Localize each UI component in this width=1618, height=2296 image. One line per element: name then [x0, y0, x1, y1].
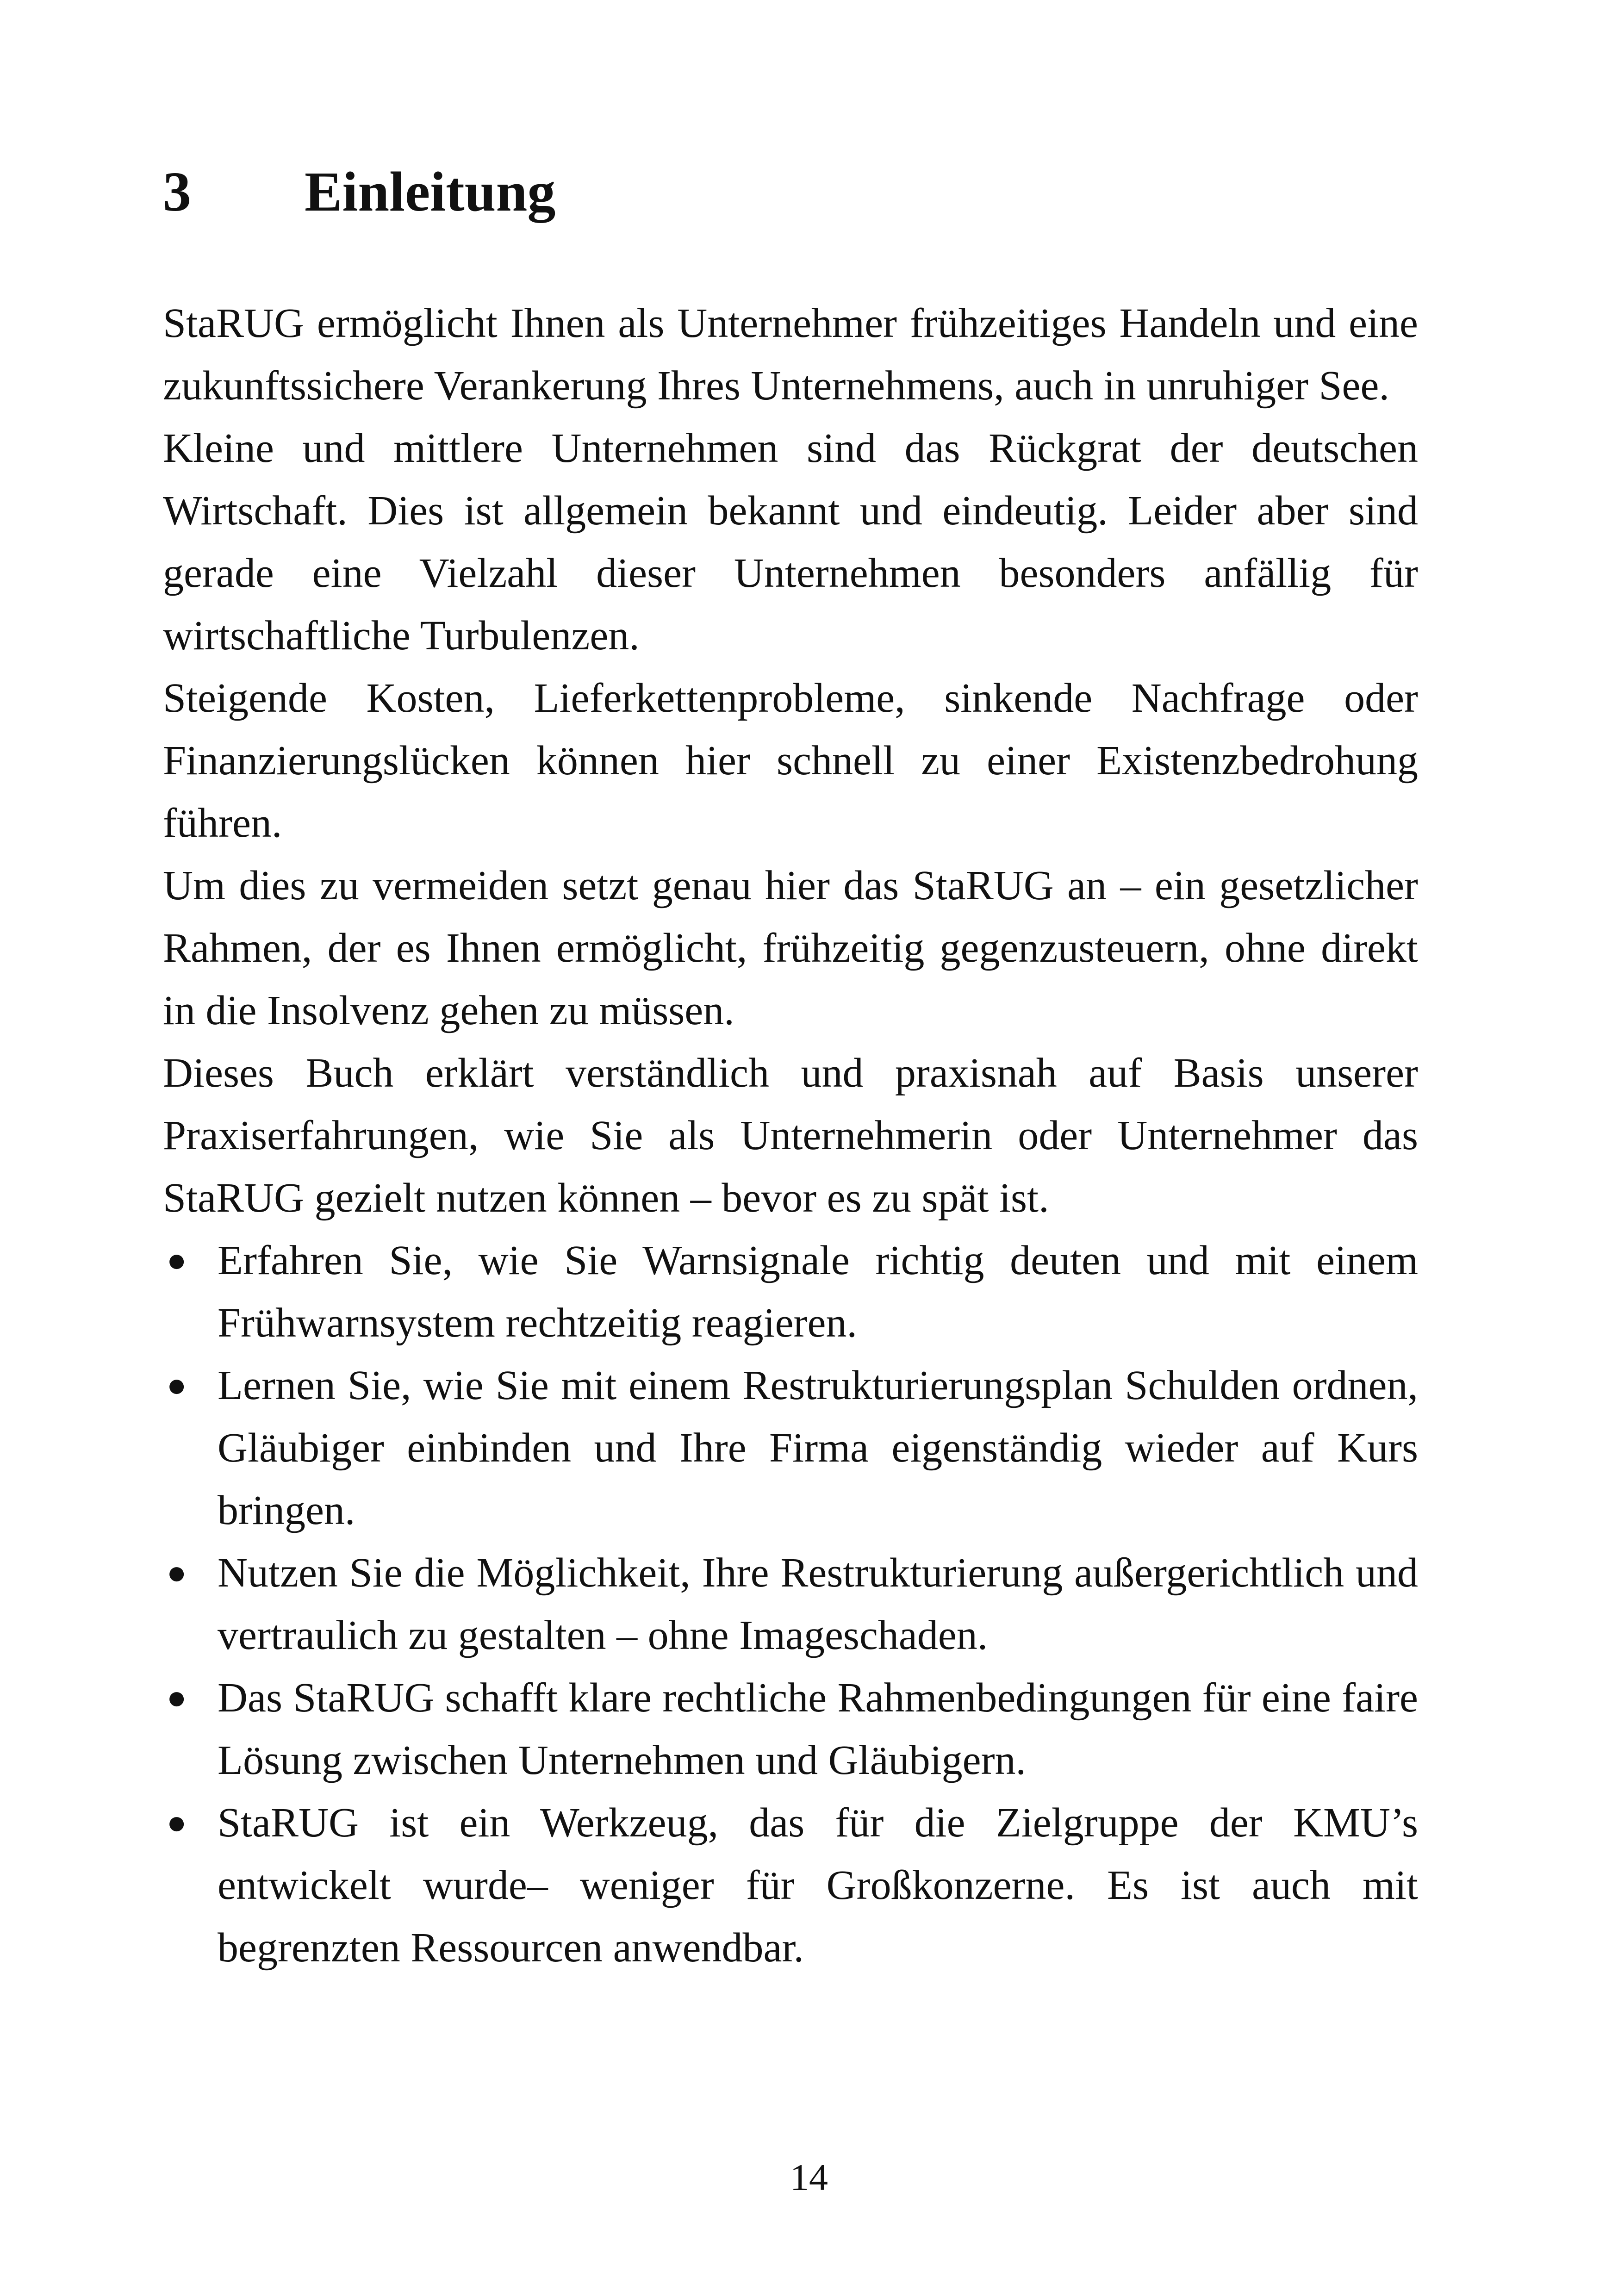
- chapter-number: 3: [163, 161, 191, 223]
- paragraph: StaRUG ermöglicht Ihnen als Unternehmer frühzeitiges Handeln und eine zukunftssichere Verankerung Ihres Unternehmens, auch in unruhiger See.: [163, 300, 1418, 409]
- paragraph: Steigende Kosten, Lieferkettenprobleme, sinkende Nachfrage oder Finanzierungslücken können hier schnell zu einer Existenzbedrohung führen.: [163, 675, 1418, 846]
- bullet-text: StaRUG ist ein Werkzeug, das für die Zielgruppe der KMU’s entwickelt wurde– weniger für Großkonzerne. Es ist auch mit begrenzten Ressourcen anwendbar.: [218, 1800, 1418, 1971]
- chapter-body: [163, 292, 1418, 1979]
- bullet-icon: ●: [167, 1804, 187, 1841]
- bullet-item: [163, 1229, 1418, 1354]
- bullet-text: Erfahren Sie, wie Sie Warnsignale richtig deuten und mit einem Frühwarnsystem rechtzeitig reagieren.: [218, 1238, 1418, 1346]
- bullet-text: Nutzen Sie die Möglichkeit, Ihre Restrukturierung außergerichtlich und vertraulich zu gestalten – ohne Imageschaden.: [218, 1550, 1418, 1658]
- bullet-icon: ●: [167, 1367, 187, 1404]
- bullet-text: Lernen Sie, wie Sie mit einem Restrukturierungsplan Schulden ordnen, Gläubiger einbinden und Ihre Firma eigenständig wieder auf Kurs bringen.: [218, 1363, 1418, 1533]
- paragraph: Kleine und mittlere Unternehmen sind das Rückgrat der deutschen Wirtschaft. Dies ist allgemein bekannt und eindeutig. Leider aber sind gerade eine Vielzahl dieser Unternehmen besonders anfällig für wirtschaftliche Turbulenzen.: [163, 425, 1418, 659]
- bullet-icon: ●: [167, 1554, 187, 1591]
- bullet-item: [163, 1667, 1418, 1792]
- page-number: 14: [790, 2156, 828, 2198]
- bullet-icon: ●: [167, 1242, 187, 1279]
- bullet-list: [163, 1229, 1418, 1979]
- bullet-item: [163, 1354, 1418, 1542]
- paragraph: Dieses Buch erklärt verständlich und praxisnah auf Basis unserer Praxiserfahrungen, wie Sie als Unternehmerin oder Unternehmer das StaRUG gezielt nutzen können – bevor es zu spät ist.: [163, 1050, 1418, 1221]
- paragraph: Um dies zu vermeiden setzt genau hier das StaRUG an – ein gesetzlicher Rahmen, der es Ihnen ermöglicht, frühzeitig gegenzusteuern, ohne direkt in die Insolvenz gehen zu müssen.: [163, 863, 1418, 1033]
- bullet-text: Das StaRUG schafft klare rechtliche Rahmenbedingungen für eine faire Lösung zwischen Unternehmen und Gläubigern.: [218, 1675, 1418, 1783]
- bullet-icon: ●: [167, 1679, 187, 1716]
- chapter-heading: [163, 160, 555, 224]
- bullet-item: [163, 1542, 1418, 1667]
- bullet-item: [163, 1792, 1418, 1979]
- chapter-title: Einleitung: [305, 161, 556, 223]
